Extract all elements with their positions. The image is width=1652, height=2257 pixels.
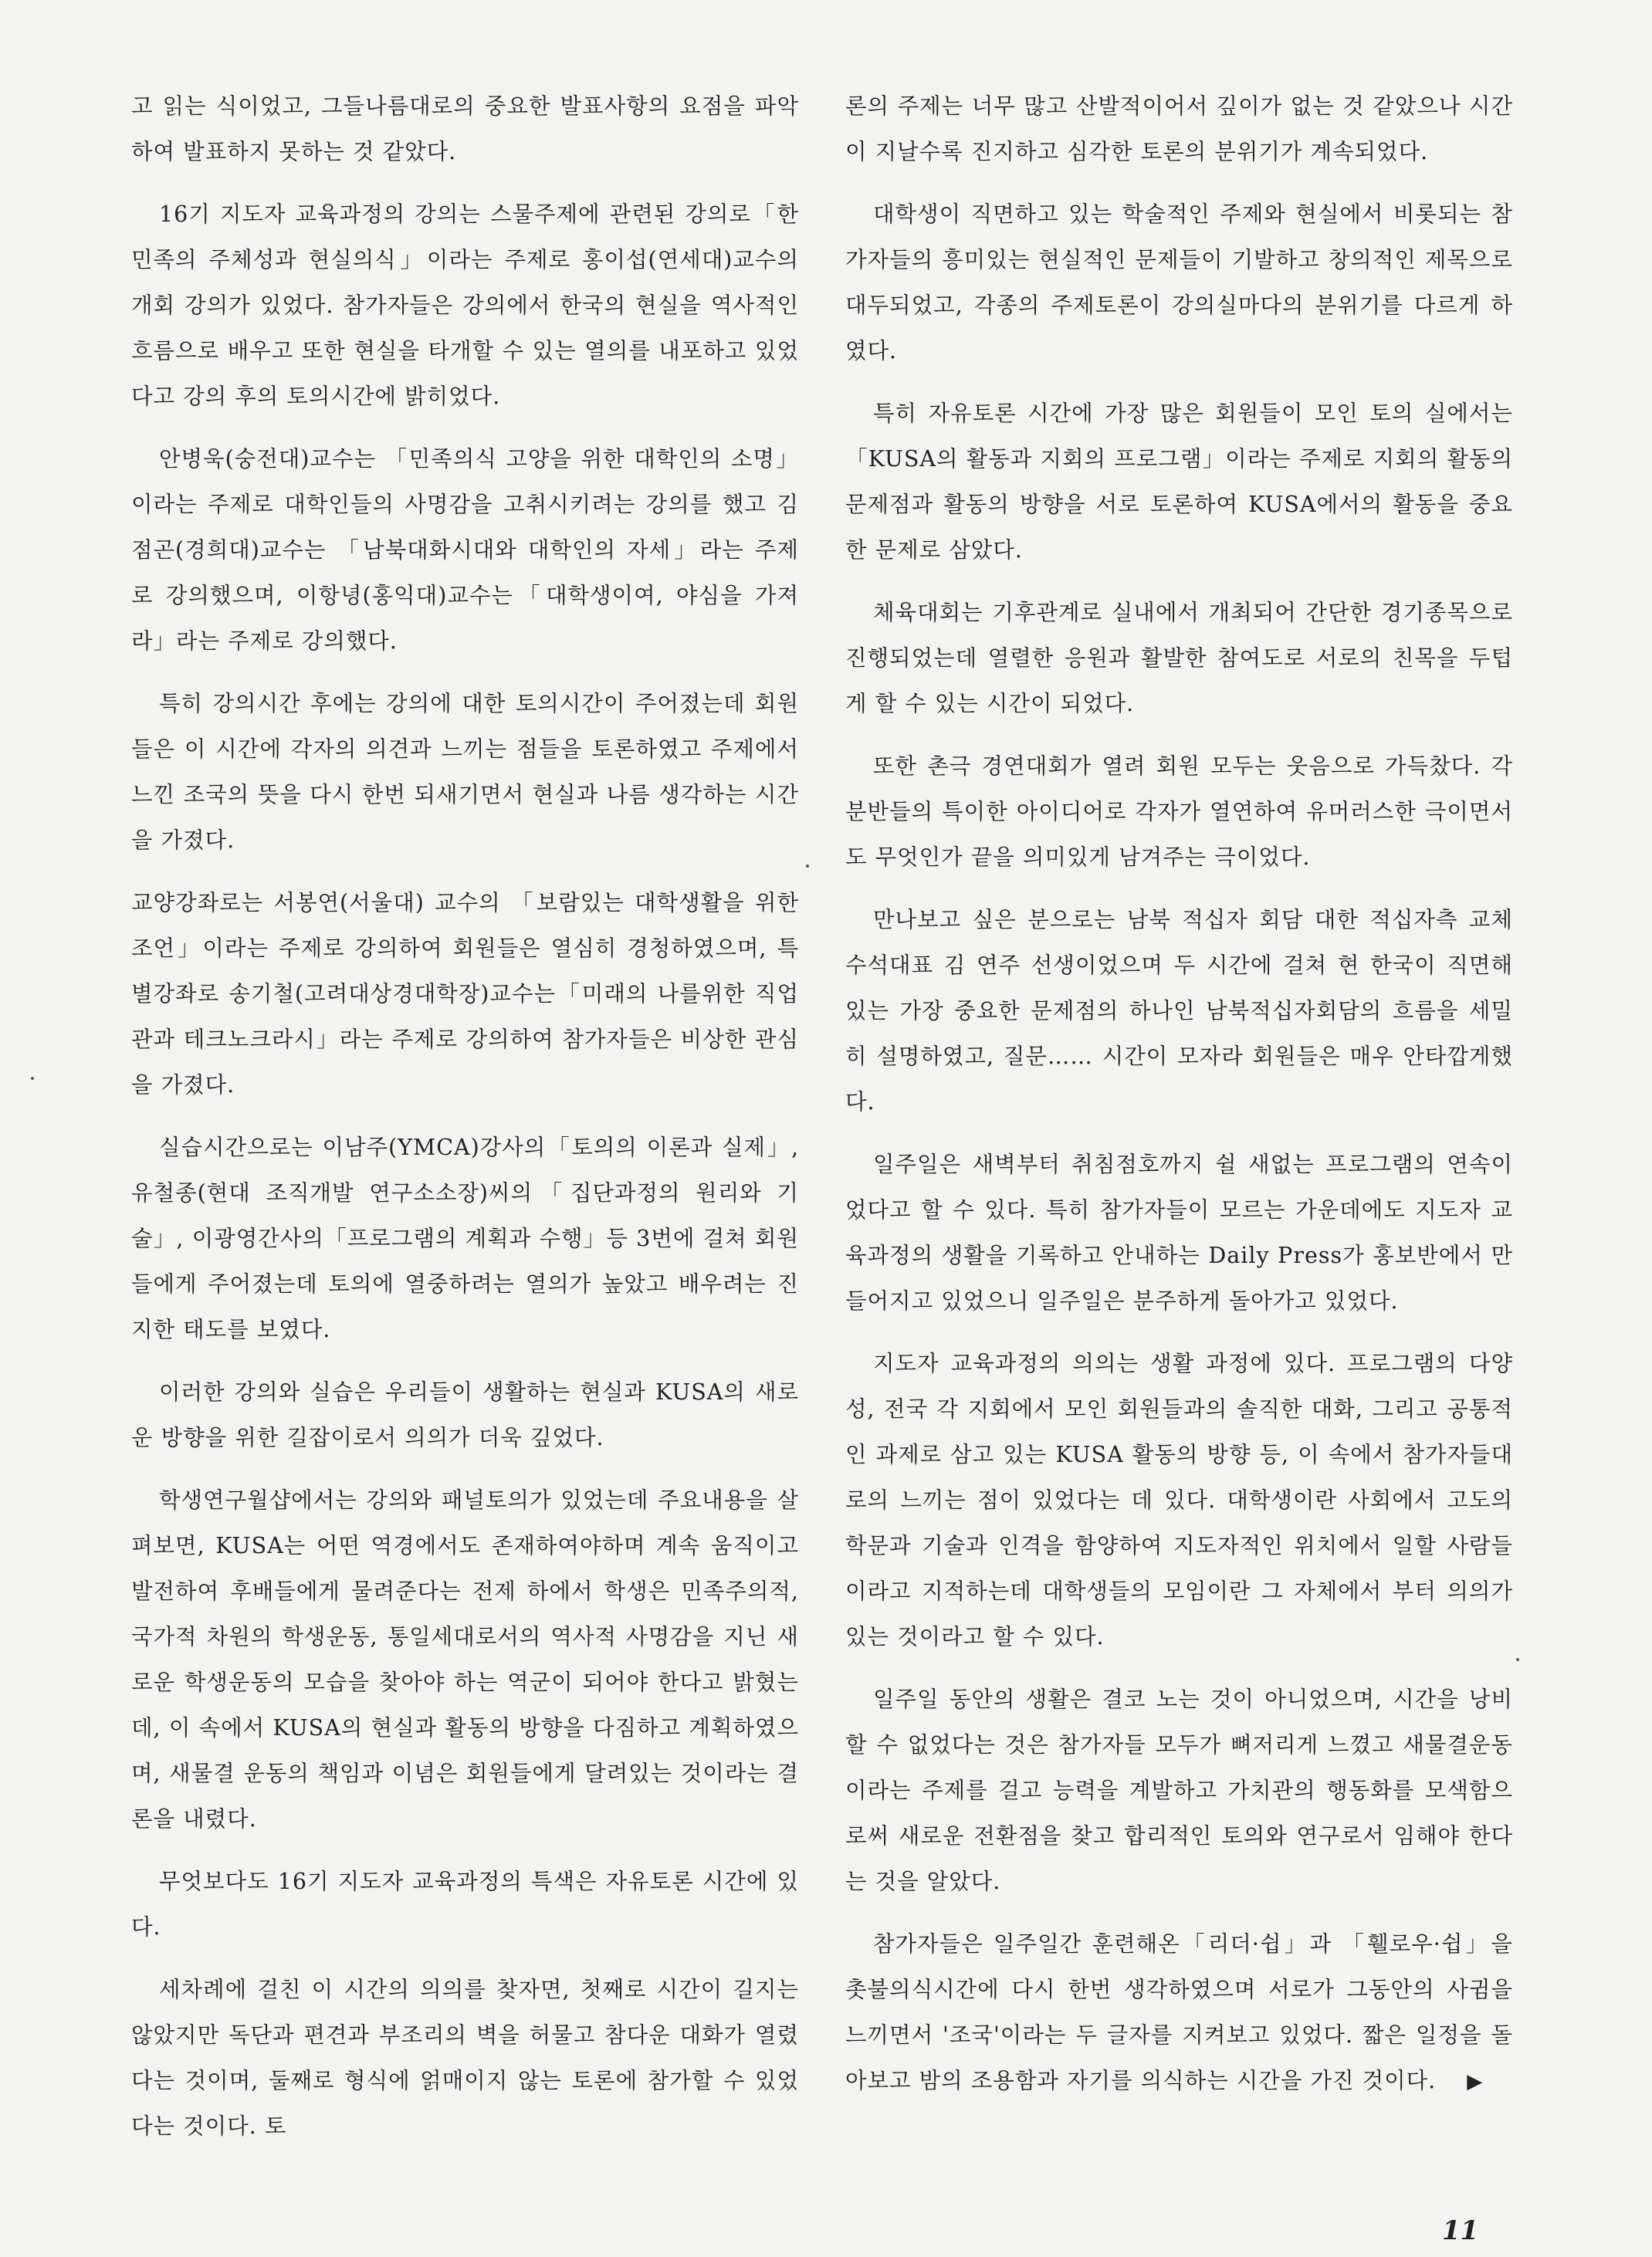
page-number: 11 bbox=[1442, 2215, 1479, 2246]
scan-speck bbox=[806, 865, 809, 868]
left-column bbox=[131, 83, 799, 2166]
paragraph: 특히 자유토론 시간에 가장 많은 회원들이 모인 토의 실에서는「KUSA의 활동과 지회의 프로그램」이라는 주제로 지회의 활동의 문제점과 활동의 방향을 서로 토론하여 KUSA에서의 활동을 중요한 문제로 삼았다. bbox=[845, 401, 1513, 563]
closing-paragraph-text: 참가자들은 일주일간 훈련해온「리더·쉽」과 「휄로우·쉽」을 촛불의식시간에 다시 한번 생각하였으며 서로가 그동안의 사귐을 느끼면서 '조국'이라는 두 글자를 지켜보고 있었다. 짧은 일정을 돌아보고 밤의 조용함과 자기를 의식하는 시간을 가진 것이다. bbox=[845, 1931, 1513, 2093]
paragraph: 특히 강의시간 후에는 강의에 대한 토의시간이 주어졌는데 회원들은 이 시간에 각자의 의견과 느끼는 점들을 토론하였고 주제에서 느낀 조국의 뜻을 다시 한번 되새기면서 현실과 나름 생각하는 시간을 가졌다. bbox=[131, 691, 799, 853]
scan-speck bbox=[31, 1077, 34, 1080]
end-mark-icon: ▶ bbox=[1467, 2070, 1484, 2093]
paragraph: 론의 주제는 너무 많고 산발적이어서 깊이가 없는 것 같았으나 시간이 지날수록 진지하고 심각한 토론의 분위기가 계속되었다. bbox=[845, 93, 1513, 164]
paragraph: 일주일 동안의 생활은 결코 노는 것이 아니었으며, 시간을 낭비할 수 없었다는 것은 참가자들 모두가 뼈저리게 느꼈고 새물결운동이라는 주제를 걸고 능력을 계발하고 가치관의 행동화를 모색함으로써 새로운 전환점을 찾고 합리적인 토의와 연구로서 임해야 한다는 것을 알았다. bbox=[845, 1687, 1513, 1894]
paragraph: 일주일은 새벽부터 취침점호까지 쉴 새없는 프로그램의 연속이었다고 할 수 있다. 특히 참가자들이 모르는 가운데에도 지도자 교육과정의 생활을 기록하고 안내하는 Daily Press가 홍보반에서 만들어지고 있었으니 일주일은 분주하게 돌아가고 있었다. bbox=[845, 1152, 1513, 1314]
scan-speck bbox=[1516, 1658, 1519, 1661]
paragraph: 체육대회는 기후관계로 실내에서 개최되어 간단한 경기종목으로 진행되었는데 열렬한 응원과 활발한 참여도로 서로의 친목을 두텁게 할 수 있는 시간이 되었다. bbox=[845, 600, 1513, 716]
paragraph: 실습시간으로는 이남주(YMCA)강사의「토의의 이론과 실제」, 유철종(현대 조직개발 연구소소장)씨의「집단과정의 원리와 기술」, 이광영간사의「프로그램의 계획과 수행」등 3번에 걸쳐 회원들에게 주어졌는데 토의에 열중하려는 열의가 높았고 배우려는 진지한 태도를 보였다. bbox=[131, 1135, 799, 1342]
paragraph: 이러한 강의와 실습은 우리들이 생활하는 현실과 KUSA의 새로운 방향을 위한 길잡이로서 의의가 더욱 깊었다. bbox=[131, 1379, 799, 1450]
paragraph: 고 읽는 식이었고, 그들나름대로의 중요한 발표사항의 요점을 파악하여 발표하지 못하는 것 같았다. bbox=[131, 93, 799, 164]
paragraph: 학생연구월샵에서는 강의와 패널토의가 있었는데 주요내용을 살펴보면, KUSA는 어떤 역경에서도 존재하여야하며 계속 움직이고 발전하여 후배들에게 물려준다는 전제 하에서 학생은 민족주의적, 국가적 차원의 학생운동, 통일세대로서의 역사적 사명감을 지닌 새로운 학생운동의 모습을 찾아야 하는 역군이 되어야 한다고 밝혔는데, 이 속에서 KUSA의 현실과 활동의 방향을 다짐하고 계획하였으며, 새물결 운동의 책임과 이념은 회원들에게 달려있는 것이라는 결론을 내렸다. bbox=[131, 1487, 799, 1832]
paragraph bbox=[845, 1921, 1513, 2105]
paragraph: 세차례에 걸친 이 시간의 의의를 찾자면, 첫째로 시간이 길지는 않았지만 독단과 편견과 부조리의 벽을 허물고 참다운 대화가 열렸다는 것이며, 둘째로 형식에 얽매이지 않는 토론에 참가할 수 있었다는 것이다. 토 bbox=[131, 1977, 799, 2139]
paragraph: 교양강좌로는 서봉연(서울대) 교수의 「보람있는 대학생활을 위한 조언」이라는 주제로 강의하여 회원들은 열심히 경청하였으며, 특별강좌로 송기철(고려대상경대학장)교수는「미래의 나를위한 직업관과 테크노크라시」라는 주제로 강의하여 참가자들은 비상한 관심을 가졌다. bbox=[131, 890, 799, 1098]
paragraph: 안병욱(숭전대)교수는 「민족의식 고양을 위한 대학인의 소명」이라는 주제로 대학인들의 사명감을 고취시키려는 강의를 했고 김점곤(경희대)교수는 「남북대화시대와 대학인의 자세」라는 주제로 강의했으며, 이항녕(홍익대)교수는「대학생이여, 야심을 가져라」라는 주제로 강의했다. bbox=[131, 446, 799, 654]
paragraph: 또한 촌극 경연대회가 열려 회원 모두는 웃음으로 가득찼다. 각 분반들의 특이한 아이디어로 각자가 열연하여 유머러스한 극이면서도 무엇인가 끝을 의미있게 남겨주는 극이었다. bbox=[845, 753, 1513, 870]
paragraph: 만나보고 싶은 분으로는 남북 적십자 회담 대한 적십자측 교체 수석대표 김 연주 선생이었으며 두 시간에 걸쳐 현 한국이 직면해 있는 가장 중요한 문제점의 하나인 남북적십자회담의 흐름을 세밀히 설명하였고, 질문…… 시간이 모자라 회원들은 매우 안타깝게했다. bbox=[845, 907, 1513, 1115]
paragraph: 지도자 교육과정의 의의는 생활 과정에 있다. 프로그램의 다양성, 전국 각 지회에서 모인 회원들과의 솔직한 대화, 그리고 공통적인 과제로 삼고 있는 KUSA 활동의 방향 등, 이 속에서 참가자들대로의 느끼는 점이 있었다는 데 있다. 대학생이란 사회에서 고도의 학문과 기술과 인격을 함양하여 지도자적인 위치에서 일할 사람들이라고 지적하는데 대학생들의 모임이란 그 자체에서 부터 의의가 있는 것이라고 할 수 있다. bbox=[845, 1351, 1513, 1650]
paragraph: 16기 지도자 교육과정의 강의는 스물주제에 관련된 강의로「한민족의 주체성과 현실의식」이라는 주제로 홍이섭(연세대)교수의 개회 강의가 있었다. 참가자들은 강의에서 한국의 현실을 역사적인 흐름으로 배우고 또한 현실을 타개할 수 있는 열의를 내포하고 있었다고 강의 후의 토의시간에 밝히었다. bbox=[131, 201, 799, 409]
paragraph: 대학생이 직면하고 있는 학술적인 주제와 현실에서 비롯되는 참가자들의 흥미있는 현실적인 문제들이 기발하고 창의적인 제목으로 대두되었고, 각종의 주제토론이 강의실마다의 분위기를 다르게 하였다. bbox=[845, 201, 1513, 364]
right-column bbox=[845, 83, 1513, 2122]
paragraph: 무엇보다도 16기 지도자 교육과정의 특색은 자유토론 시간에 있다. bbox=[131, 1869, 799, 1940]
